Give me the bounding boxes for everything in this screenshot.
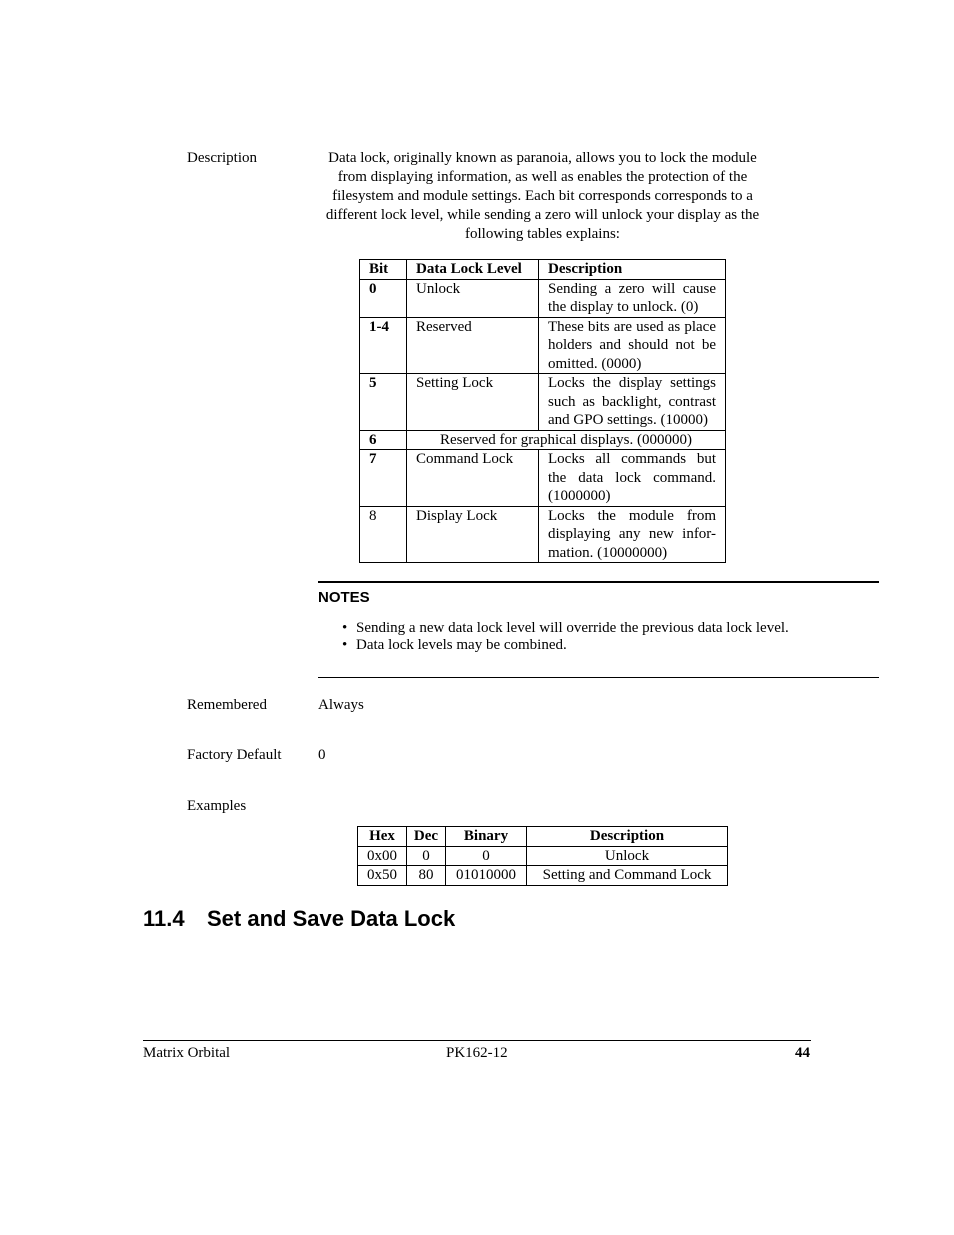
- header-level: Data Lock Level: [407, 260, 539, 280]
- page-number: 44: [795, 1045, 810, 1061]
- remembered-value: Always: [318, 697, 364, 713]
- section-title: Set and Save Data Lock: [207, 906, 456, 931]
- cell-description: Locks the display settings such as backlight, contrast and GPO settings. (10000): [539, 374, 726, 431]
- cell-description: These bits are used as place holders and should not be omitted. (0000): [539, 317, 726, 374]
- cell-bit: 8: [360, 506, 407, 563]
- cell-level: Setting Lock: [407, 374, 539, 431]
- table-header-row: [360, 260, 726, 280]
- bullet-icon: •: [342, 637, 348, 653]
- header-binary: Binary: [446, 827, 527, 847]
- cell-hex: 0x00: [358, 846, 407, 866]
- header-dec: Dec: [407, 827, 446, 847]
- table-row: [358, 846, 728, 866]
- cell-bit: 1-4: [360, 317, 407, 374]
- cell-bit: 0: [360, 279, 407, 317]
- footer-company: Matrix Orbital: [143, 1045, 231, 1061]
- cell-level: Display Lock: [407, 506, 539, 563]
- note-text: Sending a new data lock level will override the previous data lock level.: [356, 620, 789, 636]
- cell-level: Unlock: [407, 279, 539, 317]
- table-row: [360, 317, 726, 374]
- examples-table: [357, 826, 728, 886]
- remembered-label: Remembered: [187, 697, 267, 713]
- cell-hex: 0x50: [358, 866, 407, 886]
- header-description: Description: [539, 260, 726, 280]
- cell-dec: 80: [407, 866, 446, 886]
- cell-binary: 0: [446, 846, 527, 866]
- cell-description: Sending a zero will cause the display to unlock. (0): [539, 279, 726, 317]
- table-row: [360, 374, 726, 431]
- cell-level: Command Lock: [407, 450, 539, 507]
- header-hex: Hex: [358, 827, 407, 847]
- table-row: [360, 430, 726, 450]
- header-description: Description: [527, 827, 728, 847]
- table-row: [360, 450, 726, 507]
- description-text: Data lock, originally known as paranoia, allows you to lock the module from displaying information, as well as enables the protection of the filesystem and module settings. Each bit corresponds corresponds to a different lock level, while sending a zero will unlock your display as the following tables explains:: [325, 150, 760, 242]
- table-header-row: [358, 827, 728, 847]
- cell-dec: 0: [407, 846, 446, 866]
- notes-bottom-rule: [318, 677, 879, 678]
- cell-description: Unlock: [527, 846, 728, 866]
- footer-model: PK162-12: [446, 1045, 508, 1061]
- table-row: [360, 506, 726, 563]
- cell-binary: 01010000: [446, 866, 527, 886]
- bullet-icon: •: [342, 620, 348, 636]
- cell-bit: 6: [360, 430, 407, 450]
- notes-top-rule: [318, 581, 879, 583]
- section-heading: [143, 906, 455, 932]
- cell-bit: 5: [360, 374, 407, 431]
- section-number: 11.4: [143, 906, 185, 931]
- cell-reserved-span: Reserved for graphical displays. (000000): [407, 430, 726, 450]
- factory-default-label: Factory Default: [187, 747, 282, 763]
- list-item: [342, 620, 789, 637]
- notes-title: NOTES: [318, 589, 370, 606]
- examples-label: Examples: [187, 798, 247, 814]
- footer-rule: [143, 1040, 811, 1041]
- table-row: [360, 279, 726, 317]
- table-row: [358, 866, 728, 886]
- cell-bit: 7: [360, 450, 407, 507]
- factory-default-value: 0: [318, 747, 326, 763]
- list-item: [342, 637, 567, 654]
- note-text: Data lock levels may be combined.: [356, 637, 567, 653]
- cell-description: Locks the module from displaying any new infor- mation. (10000000): [539, 506, 726, 563]
- cell-description: Locks all commands but the data lock command. (1000000): [539, 450, 726, 507]
- description-label: Description: [187, 150, 257, 166]
- data-lock-table: [359, 259, 726, 563]
- cell-level: Reserved: [407, 317, 539, 374]
- cell-description: Setting and Command Lock: [527, 866, 728, 886]
- header-bit: Bit: [360, 260, 407, 280]
